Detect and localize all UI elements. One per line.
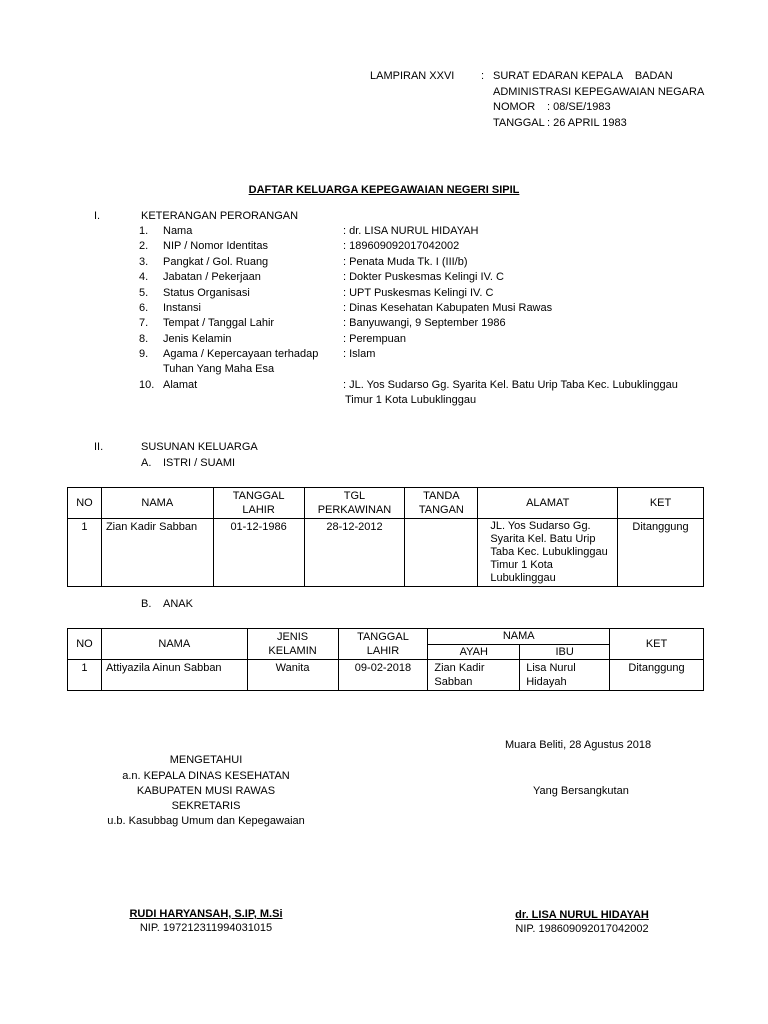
spouse-table-header [68,488,704,519]
header-line2: ADMINISTRASI KEPEGAWAIAN NEGARA [493,86,705,98]
approval-line: u.b. Kasubbag Umum dan Kepegawaian [107,815,305,827]
info-value: : 189609092017042002 [343,240,460,252]
cell-no: 1 [68,519,102,587]
cell-ayah: Zian Kadir Sabban [428,660,520,691]
lampiran-label: LAMPIRAN XXVI [370,70,455,82]
header-colon: : [481,70,485,82]
info-label: NIP / Nomor Identitas [163,240,268,252]
right-signer-role: Yang Bersangkutan [533,785,629,797]
info-row-ttl [0,317,768,332]
approval-line: KABUPATEN MUSI RAWAS [136,785,276,797]
section2-number: II. [94,441,104,453]
document-title: DAFTAR KELUARGA KEPEGAWAIAN NEGERI SIPIL [248,184,520,196]
info-value: : Penata Muda Tk. I (III/b) [343,256,468,268]
info-label: Tempat / Tanggal Lahir [163,317,275,329]
col-header-tanggal-lahir: TANGGAL LAHIR [213,488,304,519]
table-row [68,519,704,587]
info-row-status [0,287,768,302]
header-line1: SURAT EDARAN KEPALA BADAN [493,70,673,82]
col-header-alamat: ALAMAT [478,488,618,519]
info-number: 5. [139,287,149,299]
info-number: 9. [139,348,149,360]
info-value: : Banyuwangi, 9 September 1986 [343,317,506,329]
approval-line: MENGETAHUI [169,754,243,766]
info-row-nip [0,240,768,255]
info-number: 7. [139,317,149,329]
col-header-tgl-perkawinan: TGL PERKAWINAN [304,488,405,519]
info-value: : JL. Yos Sudarso Gg. Syarita Kel. Batu Urip Taba Kec. Lubuklinggau [343,379,678,391]
col-header-nama: NAMA [101,488,213,519]
info-number: 2. [139,240,149,252]
nomor-label: NOMOR [493,101,536,113]
info-number: 6. [139,302,149,314]
col-header-nama: NAMA [101,629,247,660]
cell-ibu: Lisa Nurul Hidayah [520,660,610,691]
cell-alamat: JL. Yos Sudarso Gg. Syarita Kel. Batu Urip Taba Kec. Lubuklinggau Timur 1 Kota Lubuklinggau [478,519,618,587]
info-row-jenis-kelamin [0,333,768,348]
col-header-no: NO [68,488,102,519]
left-signer-nip: NIP. 197212311994031015 [139,922,273,934]
col-header-tanggal-lahir: TANGGAL LAHIR [338,629,428,660]
subsection-b-title: ANAK [163,598,193,610]
cell-ket: Ditanggung [610,660,704,691]
info-label: Alamat [163,379,198,391]
cell-nama: Zian Kadir Sabban [101,519,213,587]
info-value: : Dokter Puskesmas Kelingi IV. C [343,271,504,283]
cell-ket: Ditanggung [618,519,704,587]
left-signer-name: RUDI HARYANSAH, S.IP, M.Si [129,908,283,920]
col-header-ibu: IBU [520,644,610,660]
info-label: Agama / Kepercayaan terhadap [163,348,319,360]
child-table [67,628,704,691]
approval-line: SEKRETARIS [171,800,241,812]
section1-heading: KETERANGAN PERORANGAN [141,210,299,222]
cell-nama: Attiyazila Ainun Sabban [101,660,247,691]
cell-tanggal-lahir: 01-12-1986 [213,519,304,587]
cell-no: 1 [68,660,102,691]
section2-heading: SUSUNAN KELUARGA [141,441,258,453]
info-label: Instansi [163,302,201,314]
info-label: Jabatan / Pekerjaan [163,271,261,283]
right-signer-nip: NIP. 198609092017042002 [515,923,649,935]
info-label: Status Organisasi [163,287,250,299]
info-number: 10. [139,379,155,391]
subsection-a-title: ISTRI / SUAMI [163,457,236,469]
col-header-ayah: AYAH [428,644,520,660]
info-number: 3. [139,256,149,268]
col-header-nama-orangtua: NAMA [428,629,610,645]
subsection-b-letter: B. [141,598,152,610]
col-header-jenis-kelamin: JENIS KELAMIN [247,629,338,660]
info-value: : Islam [343,348,376,360]
table-row [68,660,704,691]
info-row-nama [0,225,768,240]
cell-tanggal-lahir: 09-02-2018 [338,660,428,691]
col-header-ket: KET [618,488,704,519]
subsection-a-letter: A. [141,457,152,469]
info-label: Nama [163,225,193,237]
nomor-value: : 08/SE/1983 [547,101,611,113]
info-row-agama [0,348,768,378]
tanggal-value: : 26 APRIL 1983 [547,117,627,129]
approval-line: a.n. KEPALA DINAS KESEHATAN [122,770,290,782]
info-label-continued: Tuhan Yang Maha Esa [163,363,275,375]
col-header-no: NO [68,629,102,660]
cell-tgl-perkawinan: 28-12-2012 [304,519,405,587]
col-header-ket: KET [610,629,704,660]
tanggal-label: TANGGAL [493,117,545,129]
cell-jenis-kelamin: Wanita [247,660,338,691]
right-signer-name: dr. LISA NURUL HIDAYAH [515,909,649,921]
col-header-tanda-tangan: TANDA TANGAN [405,488,478,519]
info-number: 1. [139,225,149,237]
info-value: : Perempuan [343,333,406,345]
info-row-pangkat [0,256,768,271]
info-label: Pangkat / Gol. Ruang [163,256,269,268]
info-label: Jenis Kelamin [163,333,232,345]
info-value: : Dinas Kesehatan Kabupaten Musi Rawas [343,302,553,314]
info-value-continued: Timur 1 Kota Lubuklinggau [345,394,477,406]
info-value: : UPT Puskesmas Kelingi IV. C [343,287,494,299]
spouse-table [67,487,704,587]
child-table-header-top [68,629,704,645]
info-number: 4. [139,271,149,283]
info-row-jabatan [0,271,768,286]
place-date: Muara Beliti, 28 Agustus 2018 [505,739,652,751]
info-row-alamat [0,379,768,409]
info-value: : dr. LISA NURUL HIDAYAH [343,225,479,237]
cell-tanda-tangan [405,519,478,587]
info-row-instansi [0,302,768,317]
info-number: 8. [139,333,149,345]
section1-number: I. [94,210,101,222]
